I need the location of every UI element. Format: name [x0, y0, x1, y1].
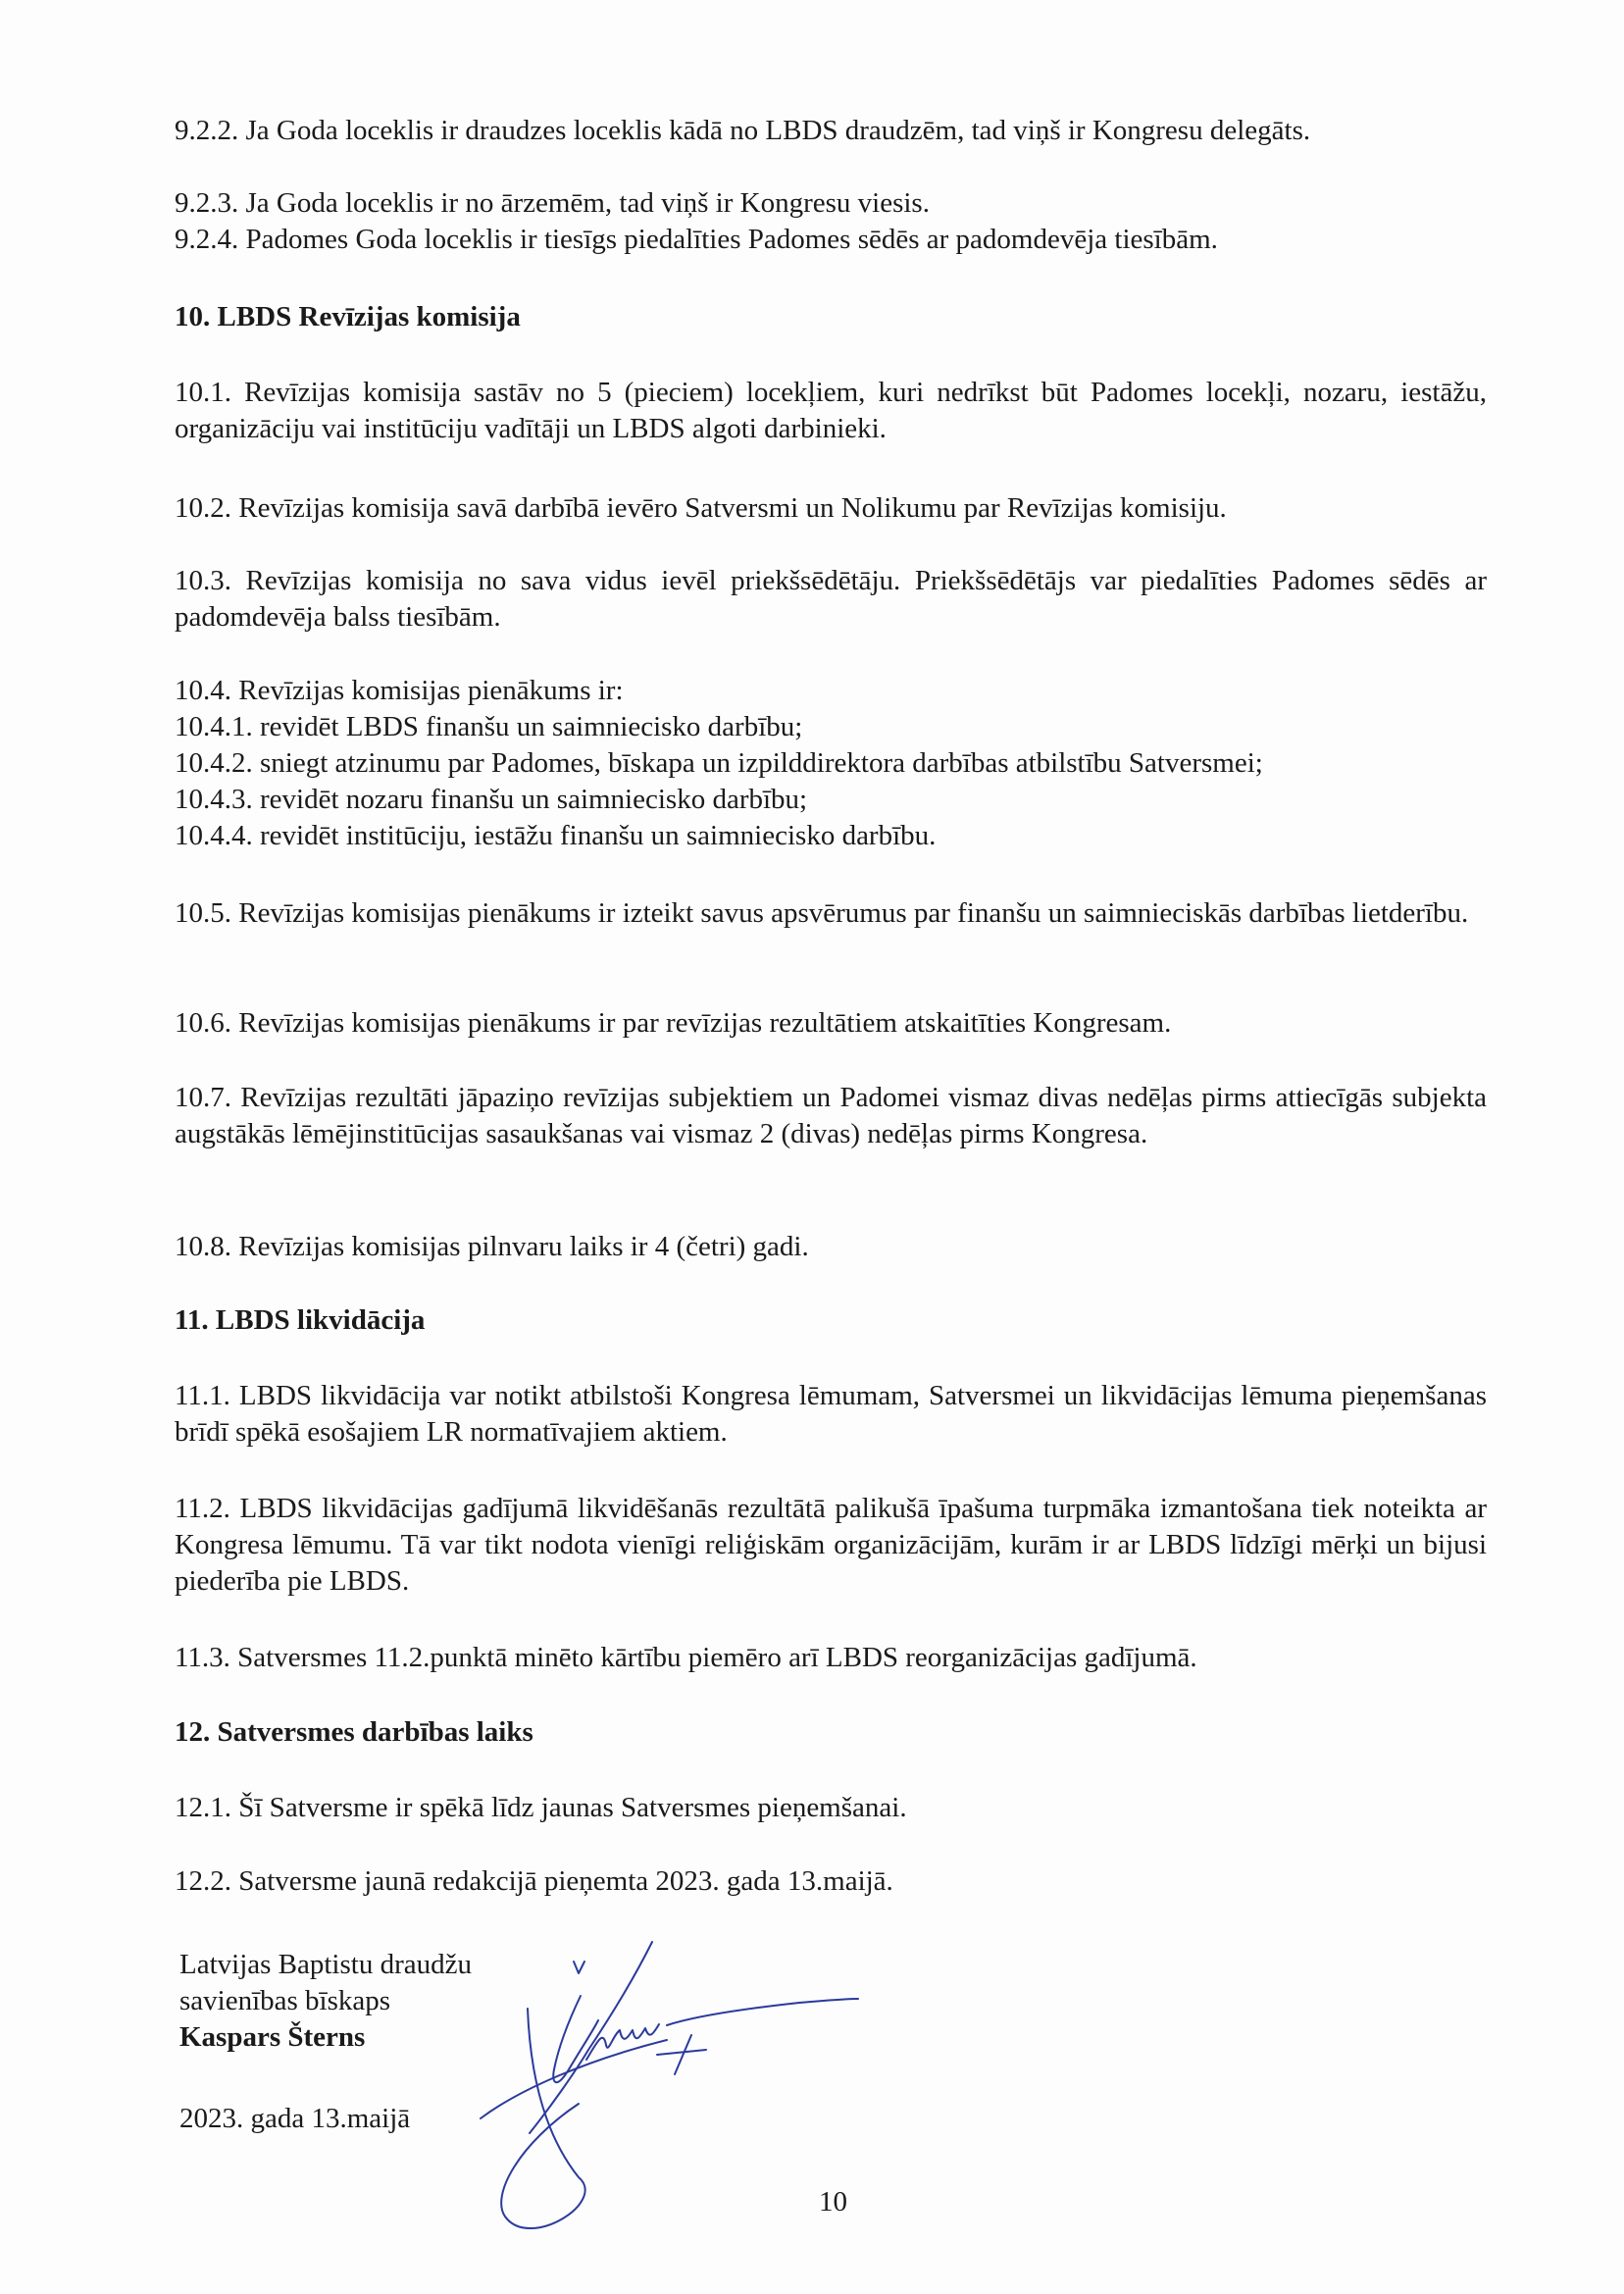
- paragraph: 10.2. Revīzijas komisija savā darbībā ievēro Satversmi un Nolikumu par Revīzijas komisiju.: [175, 492, 1227, 524]
- section-heading: 12. Satversmes darbības laiks: [175, 1716, 533, 1748]
- paragraph: 10.3. Revīzijas komisija no sava vidus ievēl priekšsēdētāju. Priekšsēdētājs var piedalīties Padomes sēdēs ar padomdevēja balss tiesībām.: [175, 565, 1487, 633]
- paragraph: 10.4.2. sniegt atzinumu par Padomes, bīskapa un izpilddirektora darbības atbilstību Satversmei;: [175, 747, 1263, 779]
- paragraph: 10.8. Revīzijas komisijas pilnvaru laiks ir 4 (četri) gadi.: [175, 1231, 809, 1262]
- paragraph: 12.2. Satversme jaunā redakcijā pieņemta 2023. gada 13.maijā.: [175, 1865, 893, 1897]
- paragraph: 10.7. Revīzijas rezultāti jāpaziņo revīzijas subjektiem un Padomei vismaz divas nedēļas pirms attiecīgās subjekta augstākās lēmējinstitūcijas sasaukšanas vai vismaz 2 (divas) nedēļas pirms Kongresa.: [175, 1082, 1487, 1149]
- paragraph: 9.2.4. Padomes Goda loceklis ir tiesīgs piedalīties Padomes sēdēs ar padomdevēja tiesībām.: [175, 224, 1218, 255]
- section-heading: 11. LBDS likvidācija: [175, 1304, 426, 1336]
- signature-date: 2023. gada 13.maijā: [179, 2103, 411, 2134]
- paragraph: 10.6. Revīzijas komisijas pienākums ir par revīzijas rezultātiem atskaitīties Kongresam.: [175, 1007, 1172, 1039]
- paragraph: 10.4.1. revidēt LBDS finanšu un saimniecisko darbību;: [175, 711, 803, 742]
- paragraph: 12.1. Šī Satversme ir spēkā līdz jaunas Satversmes pieņemšanai.: [175, 1792, 907, 1823]
- paragraph: 11.2. LBDS likvidācijas gadījumā likvidēšanās rezultātā palikušā īpašuma turpmāka izmantošana tiek noteikta ar Kongresa lēmumu. Tā var tikt nodota vienīgi reliģiskām organizācijām, kurām ir ar LBDS līdzīgi mērķi un bijusi piederība pie LBDS.: [175, 1493, 1487, 1597]
- signatory-name: Kaspars Šterns: [179, 2021, 366, 2053]
- paragraph: 10.1. Revīzijas komisija sastāv no 5 (pieciem) locekļiem, kuri nedrīkst būt Padomes locekļi, nozaru, iestāžu, organizāciju vai institūciju vadītāji un LBDS algoti darbinieki.: [175, 377, 1487, 444]
- paragraph: 11.1. LBDS likvidācija var notikt atbilstoši Kongresa lēmumam, Satversmei un likvidācijas lēmuma pieņemšanas brīdī spēkā esošajiem LR normatīvajiem aktiem.: [175, 1380, 1487, 1448]
- paragraph: 10.5. Revīzijas komisijas pienākums ir izteikt savus apsvērumus par finanšu un saimnieciskās darbības lietderību.: [175, 897, 1469, 929]
- signatory-org-line-1: Latvijas Baptistu draudžu: [179, 1949, 472, 1980]
- paragraph: 10.4.4. revidēt institūciju, iestāžu finanšu un saimniecisko darbību.: [175, 820, 937, 851]
- paragraph: 9.2.2. Ja Goda loceklis ir draudzes loceklis kādā no LBDS draudzēm, tad viņš ir Kongresu delegāts.: [175, 115, 1311, 146]
- paragraph: 9.2.3. Ja Goda loceklis ir no ārzemēm, tad viņš ir Kongresu viesis.: [175, 187, 930, 219]
- signatory-org-line-2: savienības bīskaps: [179, 1985, 391, 2016]
- section-heading: 10. LBDS Revīzijas komisija: [175, 301, 521, 332]
- paragraph: 11.3. Satversmes 11.2.punktā minēto kārtību piemēro arī LBDS reorganizācijas gadījumā.: [175, 1642, 1197, 1673]
- page-number: 10: [819, 2186, 847, 2218]
- paragraph: 10.4. Revīzijas komisijas pienākums ir:: [175, 675, 624, 706]
- paragraph: 10.4.3. revidēt nozaru finanšu un saimniecisko darbību;: [175, 784, 808, 815]
